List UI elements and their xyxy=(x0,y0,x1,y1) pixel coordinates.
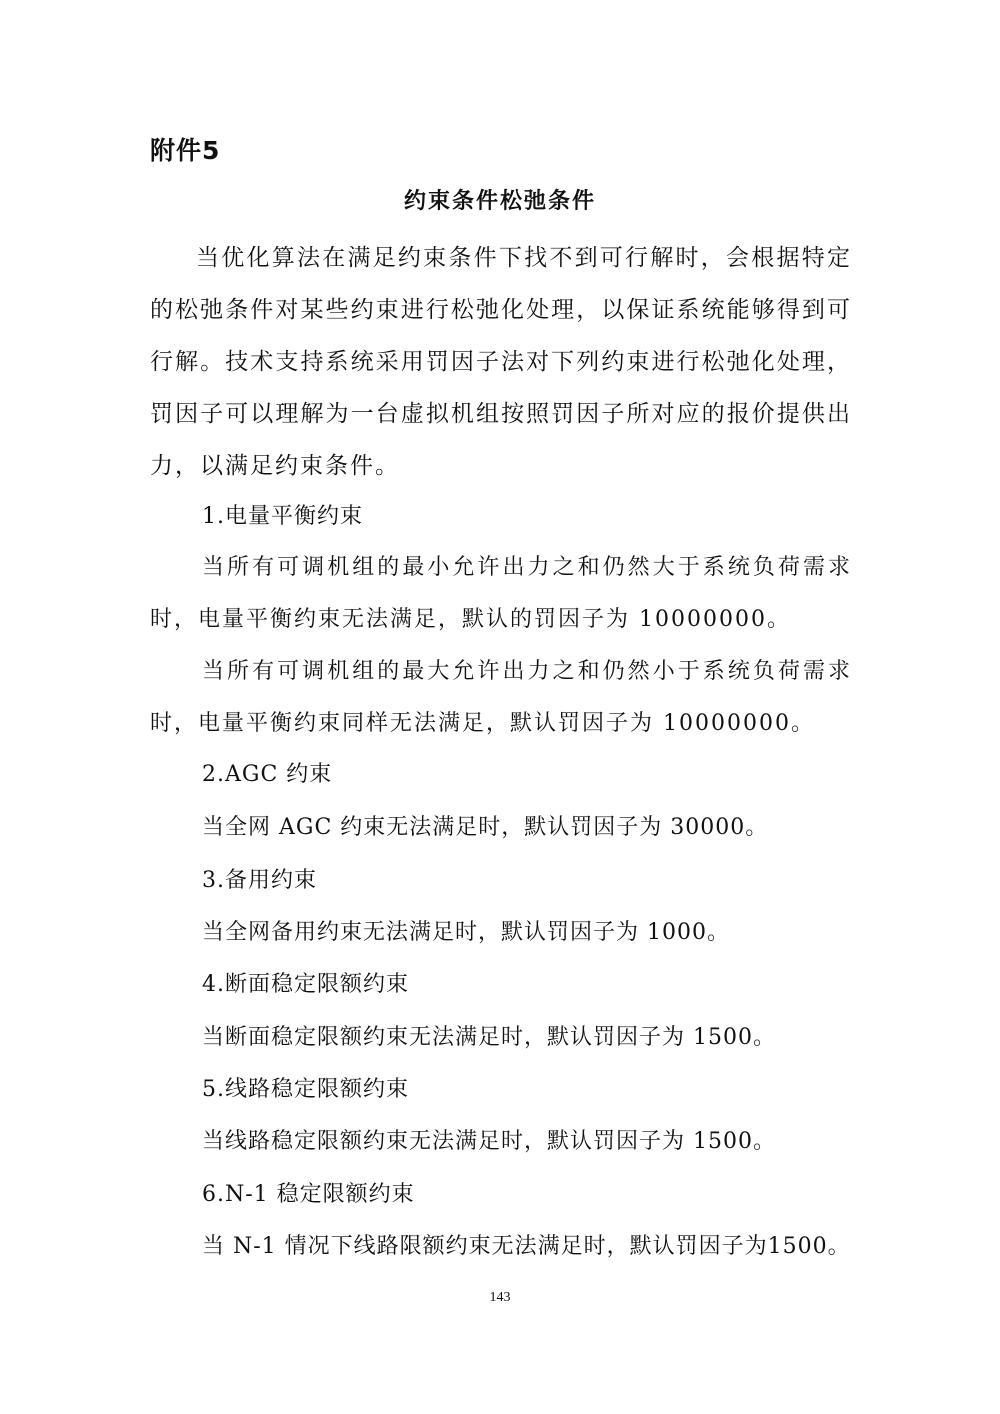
paragraph-reserve: 当全网备用约束无法满足时，默认罚因子为 1000。 xyxy=(202,920,730,945)
document-title: 约束条件松弛条件 xyxy=(403,189,596,214)
section-heading-reserve: 3.备用约束 xyxy=(202,868,317,893)
paragraph-max-output: 当所有可调机组的最大允许出力之和仍然小于系统负荷需求时，电量平衡约束同样无法满足，默认罚因子为 10000000。 xyxy=(150,659,852,736)
paragraph-n1-limit: 当 N-1 情况下线路限额约束无法满足时，默认罚因子为1500。 xyxy=(202,1234,851,1259)
section-heading-n1-limit: 6.N-1 稳定限额约束 xyxy=(202,1182,415,1207)
paragraph-section-limit: 当断面稳定限额约束无法满足时，默认罚因子为 1500。 xyxy=(202,1025,776,1050)
attachment-label: 附件5 xyxy=(150,136,221,165)
section-heading-power-balance: 1.电量平衡约束 xyxy=(202,504,363,529)
paragraph-agc: 当全网 AGC 约束无法满足时，默认罚因子为 30000。 xyxy=(202,815,769,840)
paragraph-min-output: 当所有可调机组的最小允许出力之和仍然大于系统负荷需求时，电量平衡约束无法满足，默认的罚因子为 10000000。 xyxy=(150,555,852,632)
section-heading-agc: 2.AGC 约束 xyxy=(202,762,333,787)
section-heading-section-limit: 4.断面稳定限额约束 xyxy=(202,972,409,997)
intro-paragraph: 当优化算法在满足约束条件下找不到可行解时，会根据特定的松弛条件对某些约束进行松弛化处理，以保证系统能够得到可行解。技术支持系统采用罚因子法对下列约束进行松弛化处理，罚因子可以理解为一台虚拟机组按照罚因子所对应的报价提供出力，以满足约束条件。 xyxy=(150,245,852,479)
paragraph-line-limit: 当线路稳定限额约束无法满足时，默认罚因子为 1500。 xyxy=(202,1129,776,1154)
page-number: 143 xyxy=(489,1290,511,1305)
section-heading-line-limit: 5.线路稳定限额约束 xyxy=(202,1077,409,1102)
